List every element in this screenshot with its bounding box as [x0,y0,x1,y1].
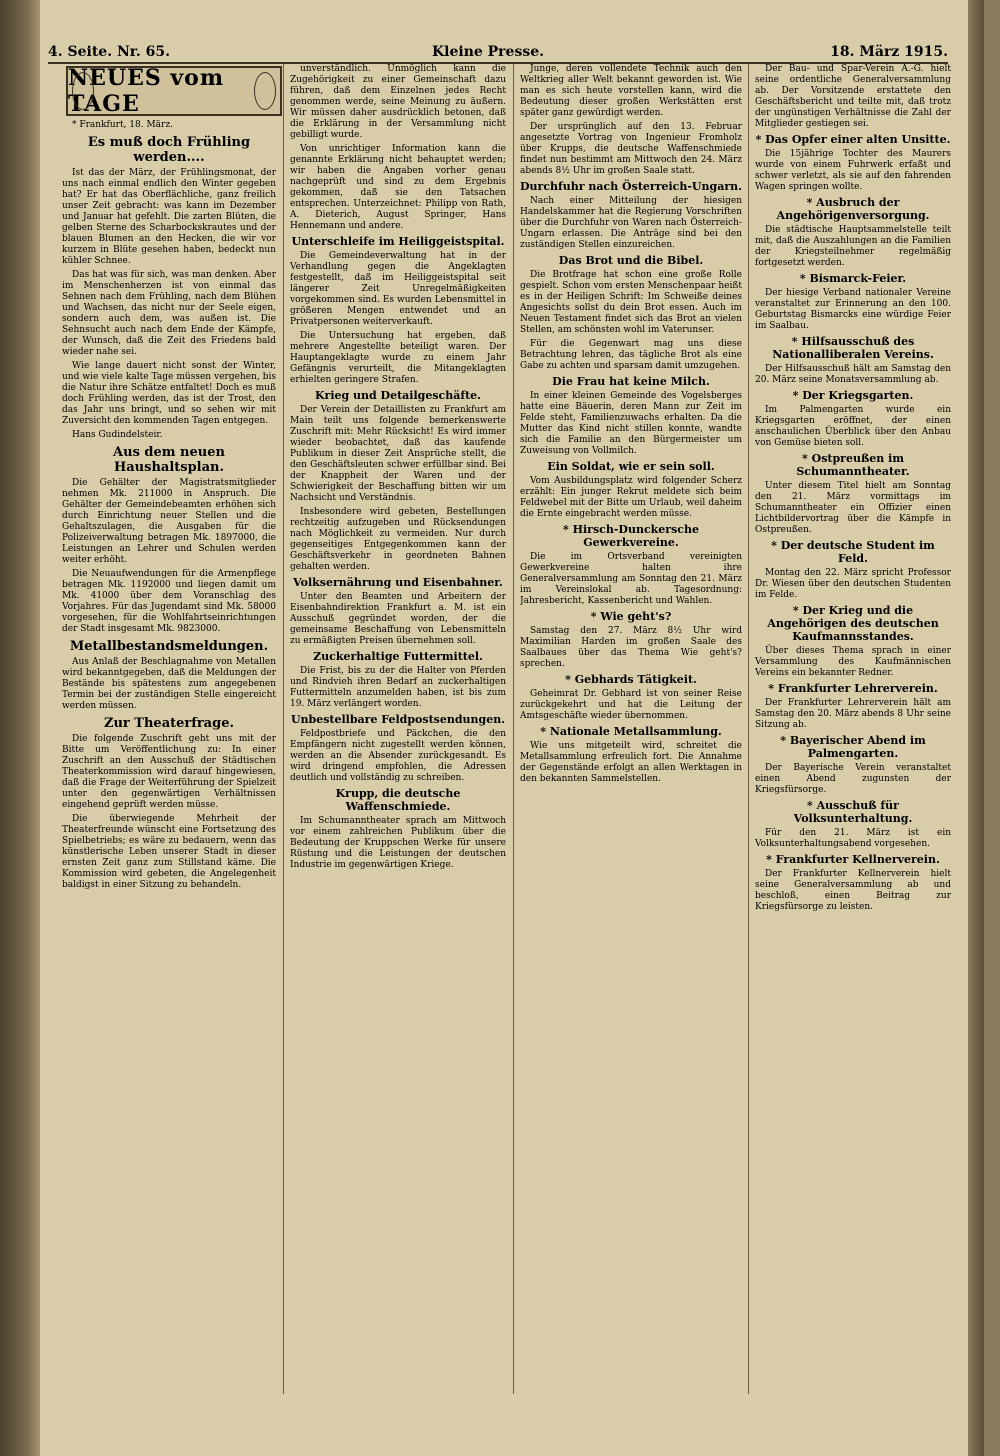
article-paragraph: Feldpostbriefe und Päckchen, die den Empfängern nicht zugestellt werden können, werden an die Absender zurückgesandt. Es wird dringend empfohlen, die Adressen deutlich und vollständig zu schreiben. [290,729,506,783]
article-paragraph: Im Palmengarten wurde ein Kriegsgarten eröffnet, der einen anschaulichen Überblick über den Anbau von Gemüse bieten soll. [755,405,951,448]
article-paragraph: Wie lange dauert nicht sonst der Winter, und wie viele kalte Tage müssen vergehen, bis die Natur ihre Schätze entfaltet! Doch es muß doch Frühling werden, das ist der Trost, den das Jahr uns bringt, und so sehen wir mit Zuversicht den kommenden Tagen entgegen. [62,361,276,426]
article-paragraph: Nach einer Mitteilung der hiesigen Handelskammer hat die Regierung Vorschriften über die Durchfuhr von Waren nach Österreich-Ungarn erlassen. Die Anträge sind bei den zuständigen Stellen einzureichen. [520,196,742,250]
article-headline: * Bismarck-Feier. [799,272,907,285]
article-headline: Zur Theaterfrage. [103,716,234,731]
article-paragraph: Der Bau- und Spar-Verein A.-G. hielt seine ordentliche Generalversammlung ab. Der Vorsitzende erstattete den Geschäftsbericht und teilte mit, daß trotz der ungünstigen Verhältnisse die Zahl der Mitglieder gestiegen sei. [755,64,951,129]
column-3 [520,64,742,1400]
article-paragraph: Ist das der März, der Frühlingsmonat, der uns nach einmal endlich den Winter gegeben hat? Er hat das Oberflächliche, ganz freilich unser Zeit gebracht: was kann im Dezember und Januar hat gefehlt. Die zarten Blüten, die gelben Sterne des Scharbockskrautes und der blauen Blumen an den Hecken, die wir vor kurzem in Blüte gesehen haben, bedeckt nun kühler Schnee. [62,168,276,266]
article-paragraph: Die Frist, bis zu der die Halter von Pferden und Rindvieh ihren Bedarf an zuckerhaltigen Futtermitteln anzumelden haben, ist bis zum 19. März verlängert worden. [290,666,506,709]
article-paragraph: Vom Ausbildungsplatz wird folgender Scherz erzählt: Ein junger Rekrut meldete sich beim Feldwebel mit der Bitte um Urlaub, weil daheim die Ernte eingebracht werden müsse. [520,476,742,519]
article-paragraph: Der Bayerische Verein veranstaltet einen Abend zugunsten der Kriegsfürsorge. [755,763,951,795]
article-paragraph: Der Verein der Detaillisten zu Frankfurt am Main teilt uns folgende bemerkenswerte Zuschrift mit: Mehr Rücksicht! Es wird immer wieder beobachtet, daß das kaufende Publikum in dieser Zeit Ansprüche stellt, die den Geschäftsleuten schwer erfüllbar sind. Bei der Knappheit der Waren und der Schwierigkeit der Beschaffung bitten wir um Nachsicht und Verständnis. [290,405,506,503]
article-paragraph: Der Frankfurter Lehrerverein hält am Samstag den 20. März abends 8 Uhr seine Sitzung ab. [755,698,951,730]
article-headline: * Hirsch-Dunckersche Gewerkvereine. [563,523,699,549]
article-paragraph: Unter den Beamten und Arbeitern der Eisenbahndirektion Frankfurt a. M. ist ein Ausschuß gegründet worden, der die gemeinsame Beschaffung von Lebensmitteln zu ermäßigten Preisen übernehmen soll. [290,592,506,646]
masthead-title: NEUES vom TAGE [68,65,225,117]
article-paragraph: Die Neuaufwendungen für die Armenpflege betragen Mk. 1192000 und liegen damit um Mk. 41000 über dem Voranschlag des Vorjahres. Für das Jugendamt sind Mk. 58000 vorgesehen, für die Wohlfahrtseinrichtungen der Stadt insgesamt Mk. 9823000. [62,569,276,634]
ornament-icon [72,72,94,110]
article-headline: * Frankfurter Kellnerverein. [766,853,940,866]
article-paragraph: In einer kleinen Gemeinde des Vogelsberges hatte eine Bäuerin, deren Mann zur Zeit im Felde steht, Familienzuwachs erhalten. Da die Mutter das Kind nicht stillen konnte, wandte sich die Familie an den Bürgermeister um Zuweisung von Vollmilch. [520,391,742,456]
article-headline: * Ausschuß für Volksunterhaltung. [793,799,913,825]
issue-date: 18. März 1915. [830,44,948,60]
article-headline: Aus dem neuen Haushaltsplan. [113,445,225,475]
article-paragraph: Junge, deren vollendete Technik auch den Weltkrieg aller Welt bekannt geworden ist. Wie man es sich heute vorstellen kann, wird die Bedeutung dieser großen Werkstätten erst später ganz gewürdigt werden. [520,64,742,118]
article-headline: Ein Soldat, wie er sein soll. [547,460,715,473]
column-1 [62,120,276,1410]
column-4 [755,64,951,1400]
article-headline: Volksernährung und Eisenbahner. [293,576,503,589]
article-headline: * Der deutsche Student im Feld. [771,539,935,565]
article-headline: Unterschleife im Heiliggeistspital. [291,235,505,248]
article-paragraph: Für den 21. März ist ein Volksunterhaltungsabend vorgesehen. [755,828,951,849]
column-separator [513,64,514,1394]
article-paragraph: Insbesondere wird gebeten, Bestellungen rechtzeitig aufzugeben und Rücksendungen nach Möglichkeit zu vermeiden. Nur durch gegenseitiges Entgegenkommen kann der Geschäftsverkehr in geordneten Bahnen gehalten werden. [290,507,506,572]
article-headline: * Nationale Metallsammlung. [540,725,722,738]
article-paragraph: Wie uns mitgeteilt wird, schreitet die Metallsammlung erfreulich fort. Die Annahme der Gegenstände erfolgt an allen Werktagen in den bekannten Sammelstellen. [520,741,742,784]
article-headline: Unbestellbare Feldpostsendungen. [290,713,506,726]
article-headline: Krupp, die deutsche Waffenschmiede. [335,787,461,813]
article-paragraph: Der hiesige Verband nationaler Vereine veranstaltet zur Erinnerung an den 100. Geburtstag Bismarcks eine würdige Feier im Saalbau. [755,288,951,331]
column-separator [748,64,749,1394]
article-headline: Das Brot und die Bibel. [558,254,704,267]
article-headline: Metallbestandsmeldungen. [69,639,269,654]
article-paragraph: Die Gehälter der Magistratsmitglieder nehmen Mk. 211000 in Anspruch. Die Gehälter der Gemeindebeamten erhöhen sich durch Einrichtung neuer Stellen und die Gehaltszulagen, die Ausgaben für die Polizeiverwaltung betragen Mk. 1897000, die Leistungen an Lehrer und Schulen werden weiter erhöht. [62,478,276,565]
article-paragraph: Im Schumanntheater sprach am Mittwoch vor einem zahlreichen Publikum über die Bedeutung der Kruppschen Werke für unsere Rüstung und die Leistungen der deutschen Industrie im gegenwärtigen Kriege. [290,816,506,870]
article-paragraph: Samstag den 27. März 8½ Uhr wird Maximilian Harden im großen Saale des Saalbaues über das Thema Wie geht's? sprechen. [520,626,742,669]
article-headline: * Gebhards Tätigkeit. [565,673,697,686]
article-headline: * Ostpreußen im Schumanntheater. [796,452,910,478]
article-paragraph: Geheimrat Dr. Gebhard ist von seiner Reise zurückgekehrt und hat die Leitung der Amtsgeschäfte wieder übernommen. [520,689,742,721]
section-masthead [66,66,282,116]
article-paragraph: Der Frankfurter Kellnerverein hielt seine Generalversammlung ab und beschloß, einen Beitrag zur Kriegsfürsorge zu leisten. [755,869,951,912]
article-paragraph: Die Untersuchung hat ergeben, daß mehrere Angestellte beteiligt waren. Der Hauptangeklagte wurde zu einem Jahr Gefängnis verurteilt, die Mitangeklagten erhielten geringere Strafen. [290,331,506,385]
article-paragraph: Von unrichtiger Information kann die genannte Erklärung nicht behauptet werden; wir haben die Angaben vorher genau nachgeprüft und sind zu dem Ergebnis gekommen, daß sie den Tatsachen entsprechen. Unterzeichnet: Philipp von Rath, A. Dieterich, August Springer, Hans Hennemann und andere. [290,144,506,231]
article-paragraph: Unter diesem Titel hielt am Sonntag den 21. März vormittags im Schumanntheater ein Offizier einen Lichtbildervortrag über die Kämpfe in Ostpreußen. [755,481,951,535]
ornament-icon [254,72,276,110]
article-paragraph: Über dieses Thema sprach in einer Versammlung des Kaufmännischen Vereins ein bekannter Redner. [755,646,951,678]
article-headline: * Wie geht's? [590,610,672,623]
publication-title: Kleine Presse. [431,44,545,60]
article-paragraph: Aus Anlaß der Beschlagnahme von Metallen wird bekanntgegeben, daß die Meldungen der Bestände bis spätestens zum angegebenen Termin bei der zuständigen Stelle eingereicht werden müssen. [62,657,276,711]
article-headline: * Frankfurter Lehrerverein. [768,682,938,695]
column-separator [283,64,284,1394]
article-headline: * Hilfsausschuß des Nationalliberalen Vereins. [772,335,934,361]
article-paragraph: Für die Gegenwart mag uns diese Betrachtung lehren, das tägliche Brot als eine Gabe zu achten und sparsam damit umzugehen. [520,339,742,371]
article-paragraph: Der ursprünglich auf den 13. Februar angesetzte Vortrag von Ingenieur Fromholz über Krupps, die deutsche Waffenschmiede findet nun bestimmt am Mittwoch den 24. März abends 8½ Uhr im großen Saale statt. [520,122,742,176]
article-headline: Die Frau hat keine Milch. [552,375,710,388]
article-headline: * Bayerischer Abend im Palmengarten. [780,734,926,760]
page-number: 4. Seite. Nr. 65. [48,44,170,60]
article-headline: Krieg und Detailgeschäfte. [314,389,482,402]
article-paragraph: Der Hilfsausschuß hält am Samstag den 20. März seine Monatsversammlung ab. [755,364,951,385]
column-2 [290,64,506,1400]
article-paragraph: Die überwiegende Mehrheit der Theaterfreunde wünscht eine Fortsetzung des Spielbetriebs; es wäre zu bedauern, wenn das künstlerische Leben unserer Stadt in dieser ernsten Zeit ganz zum Stillstand käme. Die Kommission wird gebeten, die Angelegenheit baldigst in einer Sitzung zu behandeln. [62,814,276,890]
article-paragraph: Das hat was für sich, was man denken. Aber im Menschenherzen ist von einmal das Sehnen nach dem Frühling, nach dem Blühen und Wachsen, das nicht nur der Seele eigen, sondern auch dem, was außen ist. Die Sehnsucht auch nach dem Ende der Kämpfe, der Wunsch, daß die Zeit des Friedens bald wieder nahe sei. [62,270,276,357]
article-paragraph: Die Gemeindeverwaltung hat in der Verhandlung gegen die Angeklagten festgestellt, daß im Heiliggeistspital seit längerer Zeit Unregelmäßigkeiten vorgekommen sind. Es wurden Lebensmittel in größeren Mengen entwendet und an Privatpersonen weiterverkauft. [290,251,506,327]
article-paragraph: unverständlich. Unmöglich kann die Zugehörigkeit zu einer Gemeinschaft dazu führen, daß dem Einzelnen jedes Recht genommen werde, seine Meinung zu äußern. Wir müssen daher ausdrücklich betonen, daß die Erklärung in der Versammlung nicht gebilligt wurde. [290,64,506,140]
book-spine [0,0,40,1456]
article-paragraph: Die folgende Zuschrift geht uns mit der Bitte um Veröffentlichung zu: In einer Zuschrift an den Ausschuß der Städtischen Theaterkommission wird darauf hingewiesen, daß die Frage der Weiterführung der Spielzeit unter den gegenwärtigen Verhältnissen eingehend geprüft werden müsse. [62,734,276,810]
article-paragraph: Die 15jährige Tochter des Maurers wurde von einem Fuhrwerk erfaßt und schwer verletzt, als sie auf den fahrenden Wagen springen wollte. [755,149,951,192]
article-headline: * Der Krieg und die Angehörigen des deutschen Kaufmannsstandes. [767,604,939,643]
page-edge [968,0,984,1456]
article-headline: * Das Opfer einer alten Unsitte. [755,133,951,146]
article-paragraph: Montag den 22. März spricht Professor Dr. Wiesen über den deutschen Studenten im Felde. [755,568,951,600]
article-headline: Zuckerhaltige Futtermittel. [313,650,483,663]
article-headline: Es muß doch Frühling werden.... [87,135,251,165]
article-headline: Durchfuhr nach Österreich-Ungarn. [520,180,742,193]
article-paragraph: Die städtische Hauptsammelstelle teilt mit, daß die Auszahlungen an die Familien der Kriegsteilnehmer regelmäßig fortgesetzt werden. [755,225,951,268]
article-headline: * Der Kriegsgarten. [792,389,914,402]
article-paragraph: Die Brotfrage hat schon eine große Rolle gespielt. Schon vom ersten Menschenpaar heißt es in der Heiligen Schrift: Im Schweiße deines Angesichts sollst du dein Brot essen. Auch im Neuen Testament findet sich das Brot an vielen Stellen, am schönsten wohl im Vaterunser. [520,270,742,335]
article-paragraph: Hans Gudindelsteir. [72,430,163,440]
article-headline: * Ausbruch der Angehörigenversorgung. [776,196,930,222]
article-paragraph: Die im Ortsverband vereinigten Gewerkvereine halten ihre Generalversammlung am Sonntag den 21. März im Vereinslokal ab. Tagesordnung: Jahresbericht, Kassenbericht und Wahlen. [520,552,742,606]
article-paragraph: * Frankfurt, 18. März. [72,120,173,130]
